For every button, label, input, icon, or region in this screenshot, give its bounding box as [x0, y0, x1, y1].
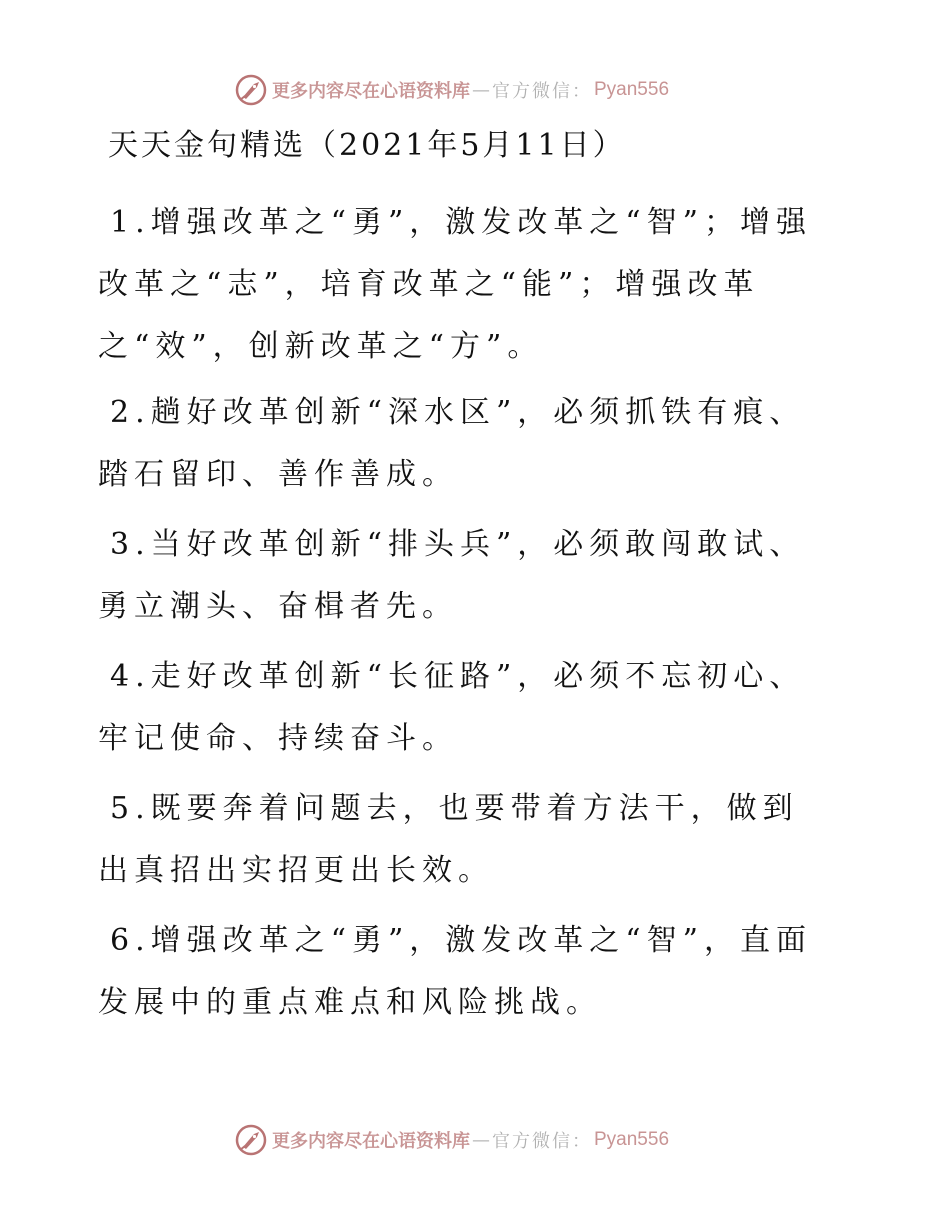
- watermark-text: 更多内容尽在心语资料库: [272, 81, 470, 102]
- header-watermark: [234, 73, 669, 107]
- watermark-dash: —: [472, 1129, 490, 1151]
- document-title: 天天金句精选（2021年5月11日）: [108, 128, 626, 163]
- quote-item-1: 1.增强改革之“勇”，激发改革之“智”；增强改革之“志”，培育改革之“能”；增强改革之“效”，创新改革之“方”。: [98, 205, 812, 364]
- footer-watermark: [234, 1123, 669, 1157]
- watermark-account-label: 官方微信：: [492, 81, 592, 102]
- quote-item-3: 3.当好改革创新“排头兵”，必须敢闯敢试、勇立潮头、奋楫者先。: [98, 527, 806, 624]
- pen-nib-logo-icon: [234, 73, 268, 107]
- watermark-account-id: Pyan556: [594, 79, 670, 100]
- quote-item-4: 4.走好改革创新“长征路”，必须不忘初心、牢记使命、持续奋斗。: [98, 659, 806, 756]
- watermark-account-label: 官方微信：: [492, 1131, 592, 1152]
- quote-item-5: 5.既要奔着问题去，也要带着方法干，做到出真招出实招更出长效。: [98, 791, 799, 888]
- quote-item-6: 6.增强改革之“勇”，激发改革之“智”，直面发展中的重点难点和风险挑战。: [98, 923, 812, 1020]
- watermark-dash: —: [472, 79, 490, 101]
- watermark-text: 更多内容尽在心语资料库: [272, 1131, 470, 1152]
- quote-item-2: 2.趟好改革创新“深水区”，必须抓铁有痕、踏石留印、善作善成。: [98, 395, 806, 492]
- pen-nib-logo-icon: [234, 1123, 268, 1157]
- watermark-account-id: Pyan556: [594, 1129, 670, 1150]
